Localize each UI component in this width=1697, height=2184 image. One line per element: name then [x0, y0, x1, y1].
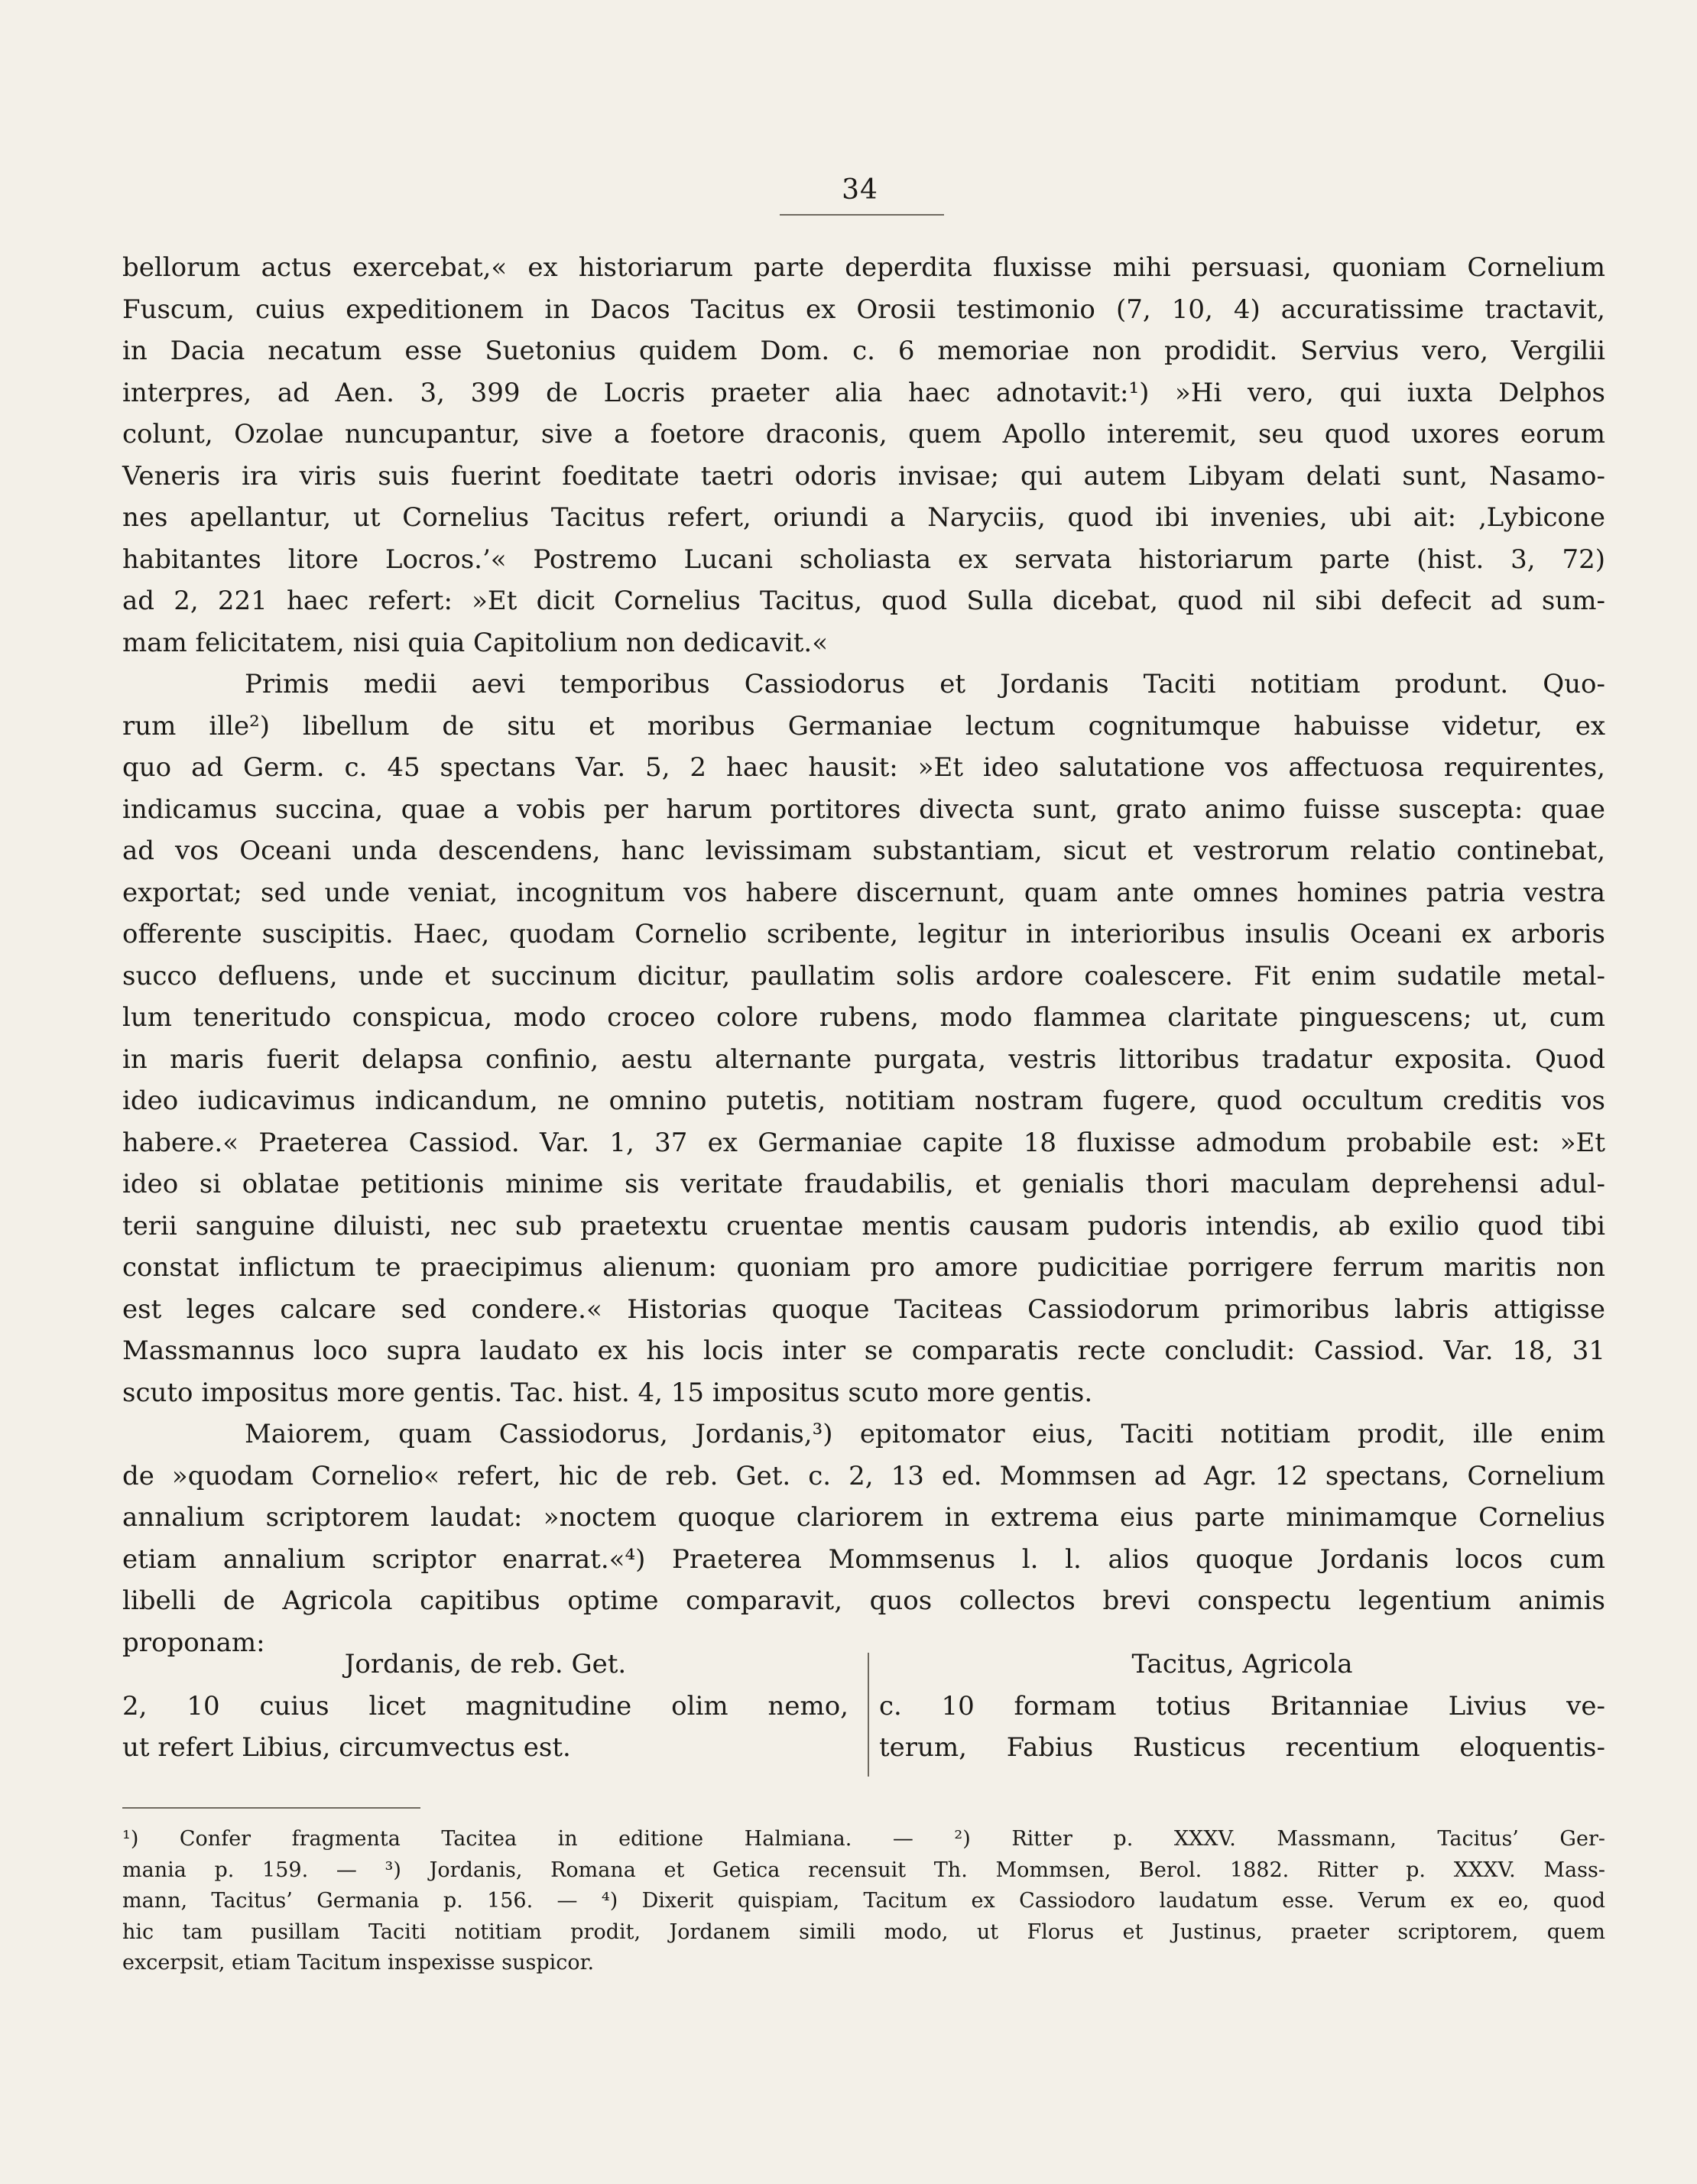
text-line: ad 2, 221 haec refert: »Et dicit Cornelius Tacitus, quod Sulla dicebat, quod nil sibi defecit ad sum- [122, 586, 1605, 616]
tacitus-heading: Tacitus, Agricola [1131, 1649, 1353, 1679]
text-line: colunt, Ozolae nuncupantur, sive a foetore draconis, quem Apollo interemit, seu quod uxores eorum [122, 419, 1605, 449]
text-line: habitantes litore Locros.’« Postremo Lucani scholiasta ex servata historiarum parte (hist. 3, 72) [122, 544, 1605, 575]
jordanis-column [122, 1644, 848, 1769]
text-line: Maiorem, quam Cassiodorus, Jordanis,³) epitomator eius, Taciti notitiam prodit, ille enim [245, 1419, 1605, 1449]
text-line: libelli de Agricola capitibus optime comparavit, quos collectos brevi conspectu legentium animis [122, 1585, 1605, 1616]
text-line: annalium scriptorem laudat: »noctem quoque clariorem in extrema eius parte minimamque Cornelius [122, 1502, 1605, 1533]
text-line: terii sanguine diluisti, nec sub praetextu cruentae mentis causam pudoris intendis, ab exilio quod tibi [122, 1210, 1605, 1241]
footnote-rule [122, 1807, 420, 1809]
footnote-line: hic tam pusillam Taciti notitiam prodit, Jordanem simili modo, ut Florus et Justinus, praeter scriptorem, quem [122, 1920, 1605, 1944]
text-line: lum teneritudo conspicua, modo croceo colore rubens, modo flammea claritate pinguescens; ut, cum [122, 1002, 1605, 1033]
text-line: rum ille²) libellum de situ et moribus Germaniae lectum cognitumque habuisse videtur, ex [122, 710, 1605, 742]
text-line: in maris fuerit delapsa confinio, aestu alternante purgata, vestris littoribus tradatur exposita. Quod [122, 1043, 1605, 1075]
text-line: scuto impositus more gentis. Tac. hist. 4, 15 impositus scuto more gentis. [122, 1377, 1093, 1408]
tacitus-line: terum, Fabius Rusticus recentium eloquentis- [879, 1732, 1605, 1763]
text-line: Fuscum, cuius expeditionem in Dacos Tacitus ex Orosii testimonio (7, 10, 4) accuratissime tractavit, [122, 294, 1605, 325]
main-text [122, 247, 1605, 1663]
text-line: succo defluens, unde et succinum dicitur, paullatim solis ardore coalescere. Fit enim sudatile metal- [122, 960, 1605, 991]
page-number: 34 [842, 174, 878, 206]
text-line: proponam: [122, 1627, 265, 1658]
comparison-table [122, 1644, 1605, 1778]
footnotes [122, 1824, 1605, 1979]
jordanis-line: ut refert Libius, circumvectus est. [122, 1732, 571, 1763]
text-line: etiam annalium scriptor enarrat.«⁴) Praeterea Mommsenus l. l. alios quoque Jordanis locos cum [122, 1543, 1605, 1575]
text-line: bellorum actus exercebat,« ex historiarum parte deperdita fluxisse mihi persuasi, quoniam Cornelium [122, 252, 1605, 283]
text-line: est leges calcare sed condere.« Historias quoque Taciteas Cassiodorum primoribus labris attigisse [122, 1293, 1605, 1325]
footnote-line: mania p. 159. — ³) Jordanis, Romana et Getica recensuit Th. Mommsen, Berol. 1882. Ritter p. XXXV. Mass- [122, 1858, 1605, 1882]
jordanis-heading: Jordanis, de reb. Get. [344, 1649, 627, 1679]
text-line: habere.« Praeterea Cassiod. Var. 1, 37 ex Germaniae capite 18 fluxisse admodum probabile est: »Et [122, 1127, 1605, 1158]
column-divider [868, 1653, 869, 1777]
footnote-line: mann, Tacitus’ Germania p. 156. — ⁴) Dixerit quispiam, Tacitum ex Cassiodoro laudatum esse. Verum ex eo, quod [122, 1889, 1605, 1913]
text-line: indicamus succina, quae a vobis per harum portitores divecta sunt, grato animo fuisse suscepta: quae [122, 793, 1605, 825]
text-line: quo ad Germ. c. 45 spectans Var. 5, 2 haec hausit: »Et ideo salutatione vos affectuosa requirentes, [122, 752, 1605, 783]
text-line: ad vos Oceani unda descendens, hanc levissimam substantiam, sicut et vestrorum relatio continebat, [122, 836, 1605, 866]
tacitus-line: c. 10 formam totius Britanniae Livius ve- [879, 1690, 1605, 1722]
footnote-line: excerpsit, etiam Tacitum inspexisse suspicor. [122, 1951, 595, 1975]
text-line: offerente suscipitis. Haec, quodam Cornelio scribente, legitur in interioribus insulis Oceani ex arboris [122, 919, 1605, 949]
text-line: in Dacia necatum esse Suetonius quidem Dom. c. 6 memoriae non prodidit. Servius vero, Vergilii [122, 336, 1605, 366]
text-line: nes apellantur, ut Cornelius Tacitus refert, oriundi a Naryciis, quod ibi invenies, ubi ait: ‚Lybicone [122, 502, 1605, 533]
text-line: Massmannus loco supra laudato ex his locis inter se comparatis recte concludit: Cassiod. Var. 18, 31 [122, 1335, 1605, 1366]
text-line: ideo si oblatae petitionis minime sis veritate fraudabilis, et genialis thori maculam deprehensi adul- [122, 1169, 1605, 1199]
footnote-line: ¹) Confer fragmenta Tacitea in editione Halmiana. — ²) Ritter p. XXXV. Massmann, Tacitus’ Ger- [122, 1827, 1605, 1851]
text-line: constat inflictum te praecipimus alienum: quoniam pro amore pudicitiae porrigere ferrum maritis non [122, 1252, 1605, 1283]
text-line: exportat; sed unde veniat, incognitum vos habere discernunt, quam ante omnes homines patria vestra [122, 877, 1605, 908]
text-line: mam felicitatem, nisi quia Capitolium non dedicavit.« [122, 627, 829, 658]
text-line: ideo iudicavimus indicandum, ne omnino putetis, notitiam nostram fugere, quod occultum creditis vos [122, 1086, 1605, 1116]
jordanis-line: 2, 10 cuius licet magnitudine olim nemo, [122, 1690, 848, 1722]
text-line: Primis medii aevi temporibus Cassiodorus et Jordanis Taciti notitiam produnt. Quo- [245, 669, 1605, 699]
text-line: interpres, ad Aen. 3, 399 de Locris praeter alia haec adnotavit:¹) »Hi vero, qui iuxta Delphos [122, 377, 1605, 408]
text-line: Veneris ira viris suis fuerint foeditate taetri odoris invisae; qui autem Libyam delati sunt, Nasamo- [122, 460, 1605, 492]
text-line: de »quodam Cornelio« refert, hic de reb. Get. c. 2, 13 ed. Mommsen ad Agr. 12 spectans, Cornelium [122, 1460, 1605, 1491]
tacitus-column [879, 1644, 1605, 1769]
page-number-rule [780, 214, 944, 216]
